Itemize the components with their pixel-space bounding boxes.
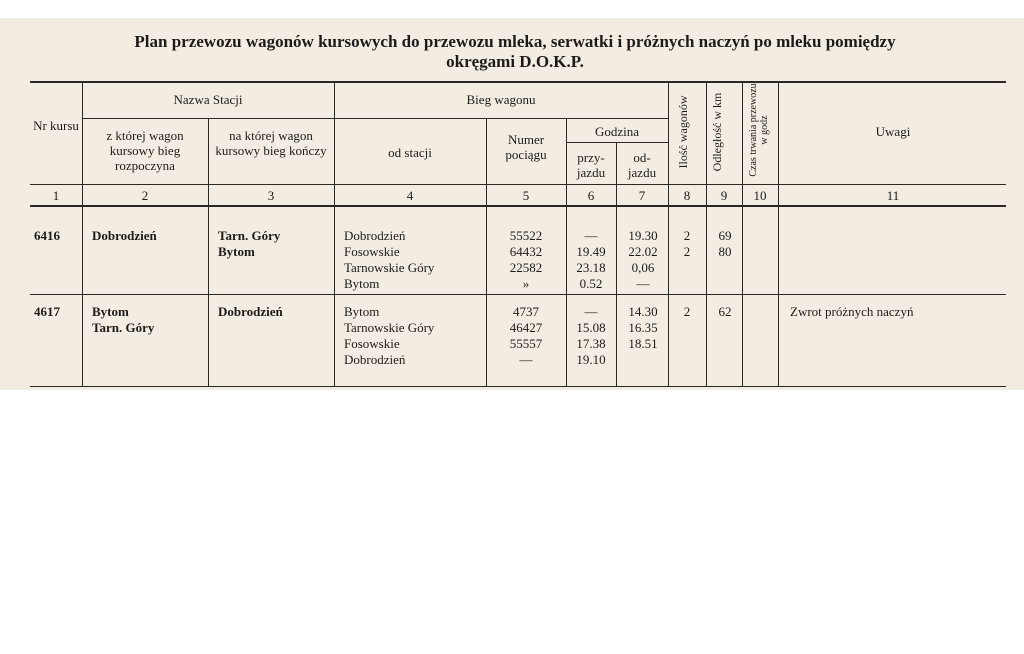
row-divider (30, 294, 1006, 295)
col-line-4 (486, 118, 487, 386)
table-row-2-from: Bytom Tarn. Góry (92, 304, 155, 335)
col-number-9: 9 (720, 188, 728, 203)
header-bieg-wagonu: Bieg wagonu (466, 92, 536, 107)
table-top-rule (30, 81, 1006, 83)
col-number-2: 2 (141, 188, 149, 203)
col-number-3: 3 (267, 188, 275, 203)
col-line-6 (616, 142, 617, 386)
col-line-2 (208, 118, 209, 386)
header-nr-kursu: Nr kursu (33, 118, 79, 133)
table-row-1-from: Dobrodzień (92, 228, 157, 243)
header-odjazdu: od-jazdu (627, 150, 657, 180)
scanned-document (0, 18, 1024, 390)
col-number-1: 1 (52, 188, 60, 203)
header-odleglosc: Odległość w km (710, 92, 724, 172)
col-line-8 (706, 81, 707, 386)
table-row-1-stations: Dobrodzień Fosowskie Tarnowskie Góry Bytom (344, 228, 435, 291)
col-line-7 (668, 81, 669, 386)
col-number-11: 11 (886, 188, 900, 203)
column-numbers-top-rule (30, 184, 1006, 185)
table-row-1-train-numbers: 55522 64432 22582 » (509, 228, 543, 291)
header-przyjazdu: przy-jazdu (576, 150, 606, 180)
col-number-10: 10 (753, 188, 767, 203)
godzina-subdivider (566, 142, 668, 143)
col-line-10 (778, 81, 779, 386)
col-line-3 (334, 81, 335, 386)
header-numer-pociagu: Numer pociągu (505, 132, 547, 162)
col-number-4: 4 (406, 188, 414, 203)
header-nazwa-stacji: Nazwa Stacji (173, 92, 243, 107)
table-row-2-remarks: Zwrot próżnych naczyń (790, 304, 914, 319)
table-row-2-arrivals: — 15.08 17.38 19.10 (576, 304, 606, 367)
table-row-1-wagons: 2 2 (683, 228, 691, 259)
table-row-1-nr: 6416 (34, 228, 60, 243)
table-row-2-train-numbers: 4737 46427 55557 — (509, 304, 543, 367)
header-z-ktorej: z której wagon kursowy bieg rozpoczyna (106, 128, 184, 173)
col-number-5: 5 (522, 188, 530, 203)
header-na-ktorej: na której wagon kursowy bieg kończy (215, 128, 327, 158)
header-czas-trwania: Czas trwania przewozu w godz (748, 83, 770, 177)
header-od-stacji: od stacji (388, 145, 432, 160)
table-row-2-to: Dobrodzień (218, 304, 283, 319)
column-numbers-bottom-rule (30, 205, 1006, 207)
title-line-1: Plan przewozu wagonów kursowych do przewozu mleka, serwatki i próżnych naczyń po mleku pomiędzy (134, 32, 896, 51)
header-ilosc-wagonow: Ilość wagonów (676, 95, 690, 169)
col-number-7: 7 (638, 188, 646, 203)
table-row-2-wagons: 2 (683, 304, 691, 319)
table-row-2-stations: Bytom Tarnowskie Góry Fosowskie Dobrodzień (344, 304, 435, 367)
header-subdivider (82, 118, 668, 119)
table-row-2-departures: 14.30 16.35 18.51 (628, 304, 658, 351)
table-bottom-rule (30, 386, 1006, 387)
document-title (20, 32, 1010, 72)
title-line-2: okręgami D.O.K.P. (446, 52, 584, 71)
table-row-1-distance: 69 80 (718, 228, 732, 259)
col-line-1 (82, 81, 83, 386)
header-uwagi: Uwagi (875, 124, 911, 139)
table-row-1-to: Tarn. Góry Bytom (218, 228, 281, 259)
table-row-1-departures: 19.30 22.02 0,06 — (628, 228, 658, 291)
table-row-1-arrivals: — 19.49 23.18 0.52 (576, 228, 606, 291)
table-row-2-distance: 62 (718, 304, 732, 319)
col-number-6: 6 (587, 188, 595, 203)
col-line-9 (742, 81, 743, 386)
table-row-2-nr: 4617 (34, 304, 60, 319)
header-godzina: Godzina (594, 124, 640, 139)
col-number-8: 8 (683, 188, 691, 203)
